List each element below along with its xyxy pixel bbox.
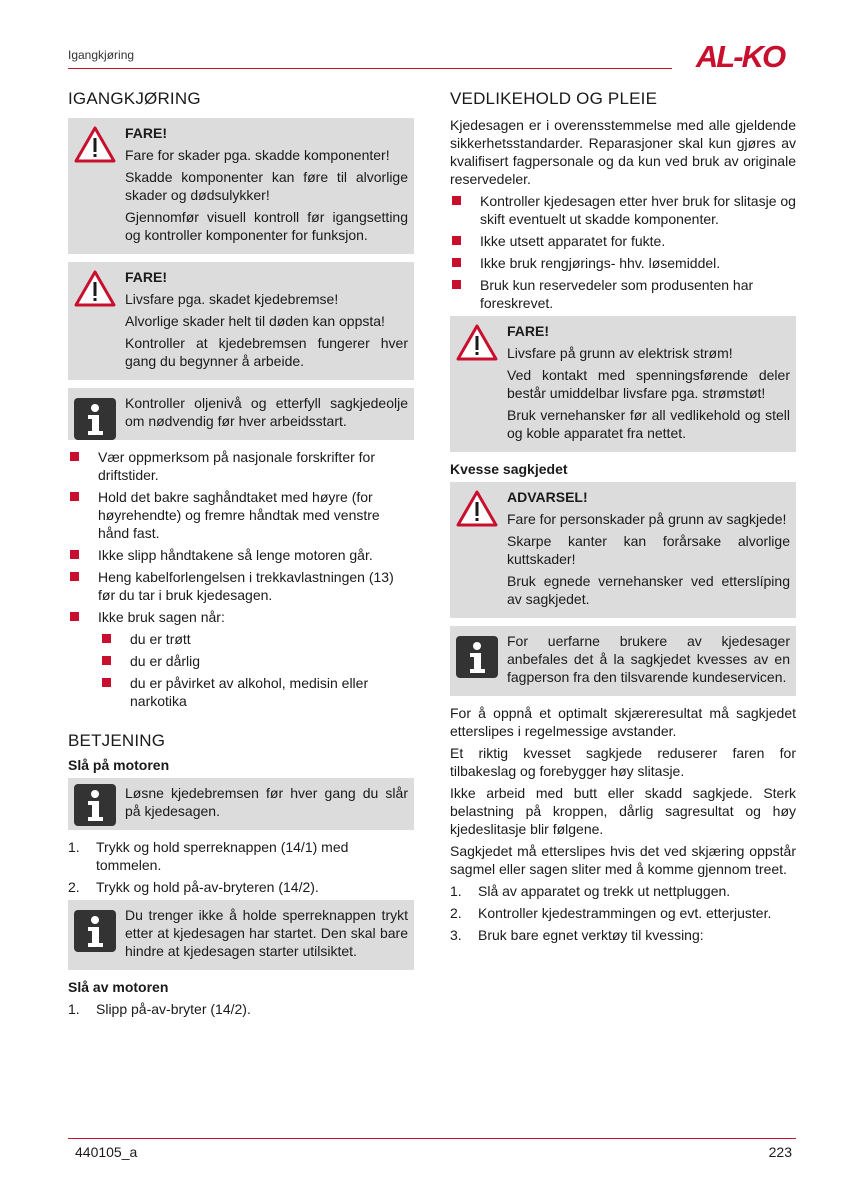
warning-text: Bruk egnede vernehansker ved etterslíping av sagkjedet. — [507, 573, 790, 607]
info-box-lock-button — [68, 900, 414, 970]
danger-box-components — [68, 118, 414, 254]
paragraph: Ikke arbeid med butt eller skadd sagkjede. Sterk belastning på kroppen, dårlig sagresultat og høy kjedeslitasje blir følgene. — [450, 785, 796, 837]
paragraph: For å oppnå et optimalt skjæreresultat må sagkjedet etterslipes i regelmessige avstander. — [450, 705, 796, 739]
warning-triangle-icon — [74, 126, 116, 164]
danger-text: Livsfare pga. skadet kjedebremse! — [125, 291, 339, 307]
step-text: Slå av apparatet og trekk ut nettpluggen. — [478, 883, 731, 899]
danger-text: Fare for skader pga. skadde komponenter! — [125, 147, 390, 163]
info-text: Løsne kjedebremsen før hver gang du slår på kjedesagen. — [125, 785, 408, 819]
svg-text:AL-KO: AL-KO — [695, 40, 785, 72]
stop-steps — [68, 1000, 414, 1018]
start-steps — [68, 838, 414, 896]
info-box-release-brake — [68, 778, 414, 830]
intro-paragraph: Kjedesagen er i overensstemmelse med alle gjeldende sikkerhetsstandarder. Reparasjoner skal kun gjøres av kvalifisert fagpersonale og da kun ved bruk av originale reservedeler. — [450, 117, 796, 187]
document-id: 440105_a — [75, 1144, 138, 1160]
step-text: Trykk og hold på-av-bryteren (14/2). — [96, 879, 319, 895]
left-column — [68, 90, 414, 1022]
sub-bullet-list — [68, 630, 414, 710]
step-text: Bruk bare egnet verktøy til kvessing: — [478, 927, 704, 943]
info-box-inexperienced — [450, 626, 796, 696]
info-text: For uerfarne brukere av kjedesager anbefales det å la sagkjedet kvesses av en fagperson fra den tilsvarende kundeservicen. — [507, 633, 790, 685]
danger-text: Livsfare på grunn av elektrisk strøm! — [507, 345, 733, 361]
info-icon — [74, 398, 116, 440]
list-item: Bruk kun reservedeler som produsenten har foreskrevet. — [450, 276, 796, 312]
info-icon — [74, 784, 116, 826]
info-icon — [74, 910, 116, 952]
list-item: Ikke slipp håndtakene så lenge motoren går. — [68, 546, 414, 564]
danger-text: Bruk vernehansker før all vedlikehold og stell og koble apparatet fra nettet. — [507, 407, 790, 441]
list-item: Ikke bruk rengjørings- hhv. løsemiddel. — [450, 254, 796, 272]
list-item-text: Ikke bruk sagen når: — [98, 609, 225, 625]
info-box-oil — [68, 388, 414, 440]
danger-text: Gjennomfør visuell kontroll før igangsetting og kontroller komponenter for funksjon. — [125, 209, 408, 243]
list-item: Ikke utsett apparatet for fukte. — [450, 232, 796, 250]
sub-list-item: du er påvirket av alkohol, medisin eller narkotika — [68, 674, 414, 710]
danger-title: FARE! — [125, 269, 167, 285]
sub-list-item: du er dårlig — [68, 652, 414, 670]
alko-logo — [683, 40, 798, 72]
danger-box-electric — [450, 316, 796, 452]
step-item: 3. Bruk bare egnet verktøy til kvessing: — [450, 927, 704, 943]
step-item: 1. Trykk og hold sperreknappen (14/1) med tommelen. — [68, 839, 349, 873]
danger-text: Skadde komponenter kan føre til alvorlige skader og dødsulykker! — [125, 169, 408, 203]
info-icon — [456, 636, 498, 678]
list-item: Kontroller kjedesagen etter hver bruk for slitasje og skift eventuelt ut skadde komponenter. — [450, 192, 796, 228]
step-item: 2. Kontroller kjedestrammingen og evt. etterjuster. — [450, 905, 772, 921]
warning-triangle-icon — [456, 490, 498, 528]
step-item: 1. Slipp på-av-bryter (14/2). — [68, 1001, 251, 1017]
paragraph: Sagkjedet må etterslipes hvis det ved skjæring oppstår sagmel eller sagen sliter med å komme gjennom treet. — [450, 843, 796, 877]
subsection-title-stop: Slå av motoren — [68, 979, 169, 995]
section-title-igangkjoring: IGANGKJØRING — [68, 89, 201, 108]
warning-title: ADVARSEL! — [507, 489, 588, 505]
warning-box-chain — [450, 482, 796, 618]
warning-text: Fare for personskader på grunn av sagkjede! — [507, 511, 787, 527]
step-text: Slipp på-av-bryter (14/2). — [96, 1001, 251, 1017]
paragraph: Et riktig kvesset sagkjede reduserer faren for tilbakeslag og forebygger høy slitasje. — [450, 745, 796, 779]
header-rule — [68, 68, 672, 69]
list-item: Hold det bakre saghåndtaket med høyre (for høyrehendte) og fremre håndtak med venstre hånd fast. — [68, 488, 414, 542]
danger-title: FARE! — [507, 323, 549, 339]
danger-title: FARE! — [125, 125, 167, 141]
bullet-list-maintenance — [450, 192, 796, 312]
step-text: Kontroller kjedestrammingen og evt. etterjuster. — [478, 905, 772, 921]
list-item: Heng kabelforlengelsen i trekkavlastningen (13) før du tar i bruk kjedesagen. — [68, 568, 414, 604]
warning-triangle-icon — [74, 270, 116, 308]
info-text: Kontroller oljenivå og etterfyll sagkjedeolje om nødvendig før hver arbeidsstart. — [125, 395, 408, 429]
warning-triangle-icon — [456, 324, 498, 362]
step-item: 1. Slå av apparatet og trekk ut nettpluggen. — [450, 883, 731, 899]
section-title-vedlikehold: VEDLIKEHOLD OG PLEIE — [450, 89, 658, 108]
list-item: Vær oppmerksom på nasjonale forskrifter for driftstider. — [68, 448, 414, 484]
sub-list-item: du er trøtt — [68, 630, 414, 648]
danger-text: Alvorlige skader helt til døden kan oppsta! — [125, 313, 385, 329]
running-header: Igangkjøring — [68, 48, 135, 62]
danger-box-chain-brake — [68, 262, 414, 380]
page-number: 223 — [768, 1144, 792, 1160]
footer-rule — [68, 1138, 796, 1139]
sharpen-steps — [450, 882, 796, 944]
info-text: Du trenger ikke å holde sperreknappen trykt etter at kjedesagen har startet. Den skal bare hindre at kjedesagen starter utilsiktet. — [125, 907, 408, 959]
danger-text: Kontroller at kjedebremsen fungerer hver gang du begynner å arbeide. — [125, 335, 408, 369]
subsection-title-sharpen: Kvesse sagkjedet — [450, 461, 568, 477]
danger-text: Ved kontakt med spenningsførende deler består umiddelbar livsfare pga. strømstøt! — [507, 367, 790, 401]
bullet-list-start — [68, 448, 414, 710]
right-column — [450, 90, 796, 948]
step-text: Trykk og hold sperreknappen (14/1) med tommelen. — [96, 839, 349, 873]
subsection-title-start: Slå på motoren — [68, 757, 170, 773]
list-item — [68, 608, 414, 710]
step-item: 2. Trykk og hold på-av-bryteren (14/2). — [68, 879, 319, 895]
section-title-betjening: BETJENING — [68, 731, 166, 750]
warning-text: Skarpe kanter kan forårsake alvorlige kuttskader! — [507, 533, 790, 567]
